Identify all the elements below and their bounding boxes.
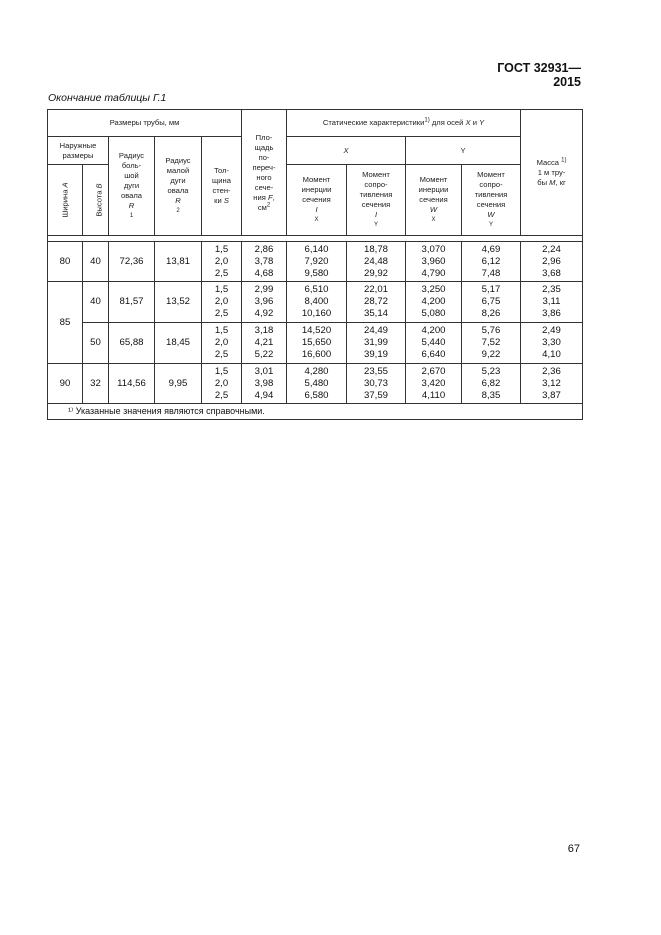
table-row [48,242,583,282]
cell-wx: 22,01 28,72 35,14 [347,282,406,323]
cell-s: 1,5 2,0 2,5 [202,282,242,323]
header-r2: Радиус малой дуги овала R 2 [155,137,202,236]
cell-r2: 13,81 [155,242,202,282]
cell-wx: 18,78 24,48 29,92 [347,242,406,282]
header-outer: Наружные размеры [48,137,109,165]
header-sizes: Размеры трубы, мм [48,110,242,137]
cell-f: 2,86 3,78 4,68 [242,242,287,282]
cell-s: 1,5 2,0 2,5 [202,323,242,364]
page-number: 67 [567,843,580,855]
cell-height: 32 [83,364,109,404]
document-code: ГОСТ 32931—2015 [497,61,581,89]
cell-wy: 5,76 7,52 9,22 [462,323,521,364]
table-caption: Окончание таблицы Г.1 [48,92,167,104]
cell-f: 2,99 3,96 4,92 [242,282,287,323]
cell-ix: 6,140 7,920 9,580 [287,242,347,282]
data-table [47,109,583,420]
header-iy: Момент инерции сечения W X [406,165,462,236]
cell-iy: 2,670 3,420 4,110 [406,364,462,404]
header-ix: Момент инерции сечения I X [287,165,347,236]
header-r1: Радиус боль- шой дуги овала R 1 [109,137,155,236]
header-wy: Момент сопро- тивления сечения W Y [462,165,521,236]
cell-iy: 4,200 5,440 6,640 [406,323,462,364]
cell-s: 1,5 2,0 2,5 [202,364,242,404]
table-row [48,323,583,364]
cell-iy: 3,070 3,960 4,790 [406,242,462,282]
cell-r1: 114,56 [109,364,155,404]
cell-r1: 72,36 [109,242,155,282]
cell-r2: 13,52 [155,282,202,323]
header-s: Тол- щина стен- ки S [202,137,242,236]
cell-ix: 4,280 5,480 6,580 [287,364,347,404]
cell-r2: 9,95 [155,364,202,404]
cell-height: 40 [83,242,109,282]
cell-mass: 2,24 2,96 3,68 [521,242,583,282]
cell-mass: 2,36 3,12 3,87 [521,364,583,404]
header-height: Высота B [83,165,109,236]
header-wx: Момент сопро- тивления сечения I Y [347,165,406,236]
header-area: Пло- щадь по- переч- ного сече- ния F, $см^2$ [242,110,287,236]
cell-ix: 6,510 8,400 10,160 [287,282,347,323]
cell-r2: 18,45 [155,323,202,364]
cell-mass: 2,35 3,11 3,86 [521,282,583,323]
header-text-index [0,0,1,1]
header-width: Ширина A [48,165,83,236]
cell-wy: 5,23 6,82 8,35 [462,364,521,404]
cell-wy: 4,69 6,12 7,48 [462,242,521,282]
cell-width: 85 [48,282,83,364]
table-footnote: ¹⁾ Указанные значения являются справочными. [48,404,583,420]
cell-r1: 81,57 [109,282,155,323]
cell-width: 80 [48,242,83,282]
cell-width: 90 [48,364,83,404]
cell-wx: 23,55 30,73 37,59 [347,364,406,404]
cell-f: 3,18 4,21 5,22 [242,323,287,364]
cell-s: 1,5 2,0 2,5 [202,242,242,282]
cell-height: 40 [83,282,109,323]
cell-wx: 24,49 31,99 39,19 [347,323,406,364]
cell-mass: 2,49 3,30 4,10 [521,323,583,364]
cell-f: 3,01 3,98 4,94 [242,364,287,404]
cell-height: 50 [83,323,109,364]
header-static: Статические характеристики$^{1)}$ для осей X и Y [287,110,521,137]
cell-iy: 3,250 4,200 5,080 [406,282,462,323]
cell-wy: 5,17 6,75 8,26 [462,282,521,323]
header-axis-y: Y [406,137,521,165]
table-row [48,282,583,323]
cell-ix: 14,520 15,650 16,600 [287,323,347,364]
header-axis-x: X [287,137,406,165]
cell-r1: 65,88 [109,323,155,364]
table-row [48,364,583,404]
header-mass: Масса $^{1)}$ 1 м тру- бы М, кг [521,110,583,236]
